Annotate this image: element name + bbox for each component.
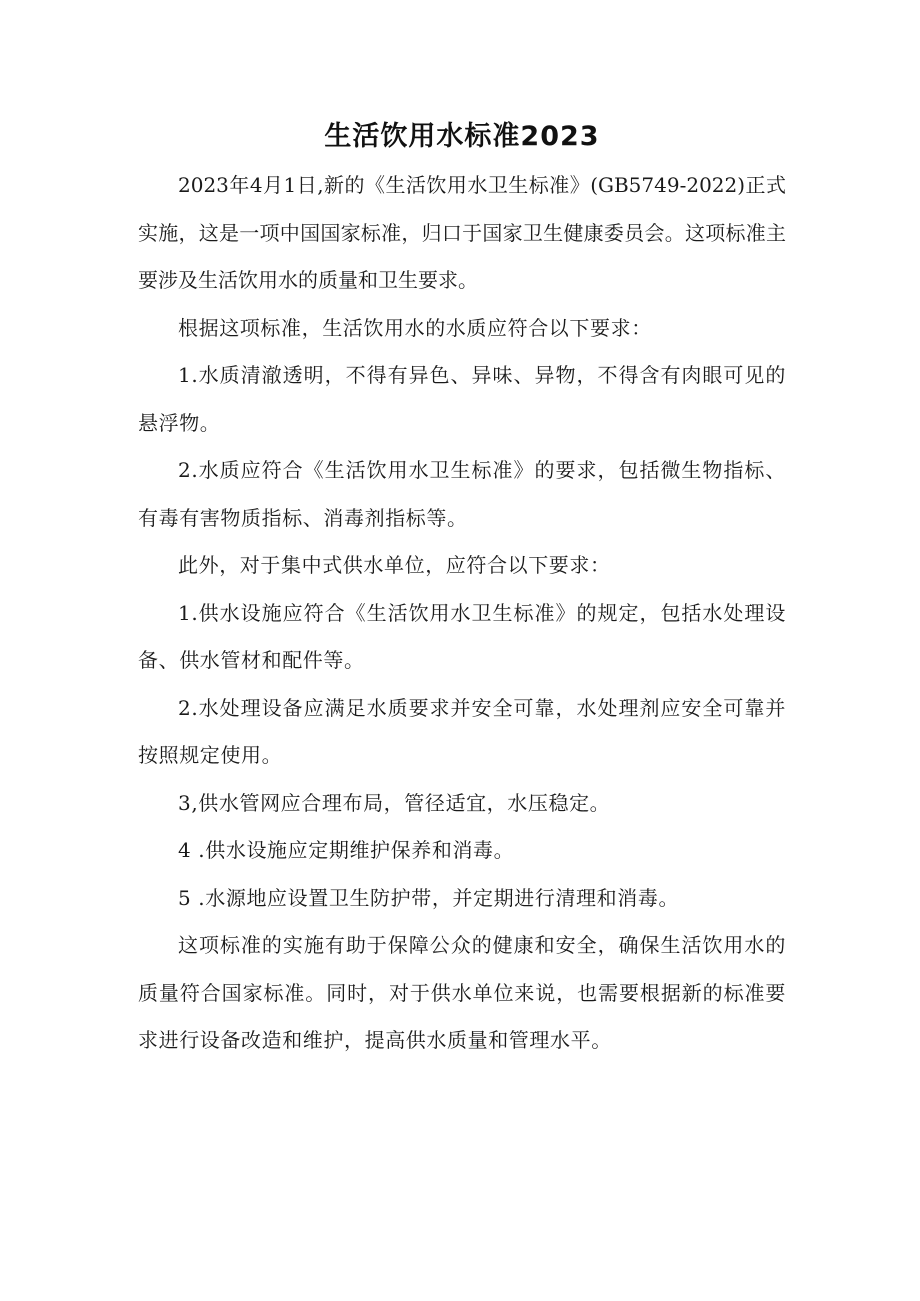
paragraph-conclusion: 这项标准的实施有助于保障公众的健康和安全，确保生活饮用水的质量符合国家标准。同时，对于供水单位来说，也需要根据新的标准要求进行设备改造和维护，提高供水质量和管理水平。 (138, 933, 786, 1052)
document-title: 生活饮用水标准2023 (324, 121, 600, 152)
paragraph-water-quality-1: 1.水质清澈透明，不得有异色、异味、异物，不得含有肉眼可见的悬浮物。 (138, 363, 786, 435)
paragraph-water-quality-2: 2.水质应符合《生活饮用水卫生标准》的要求，包括微生物指标、有毒有害物质指标、消毒剂指标等。 (138, 458, 786, 530)
paragraph-supplier-1: 1.供水设施应符合《生活饮用水卫生标准》的规定，包括水处理设备、供水管材和配件等。 (138, 600, 786, 672)
paragraph-intro: 2023年4月1日,新的《生活饮用水卫生标准》(GB5749-2022)正式实施，这是一项中国国家标准，归口于国家卫生健康委员会。这项标准主要涉及生活饮用水的质量和卫生要求。 (138, 173, 786, 292)
paragraph-supplier-3: 3,供水管网应合理布局，管径适宜，水压稳定。 (178, 790, 611, 815)
paragraph-requirements-intro: 根据这项标准，生活饮用水的水质应符合以下要求： (178, 315, 652, 340)
paragraph-supplier-4: 4 .供水设施应定期维护保养和消毒。 (178, 838, 515, 862)
paragraph-supplier-5: 5 .水源地应设置卫生防护带，并定期进行清理和消毒。 (178, 885, 680, 910)
document-page (138, 112, 786, 1065)
paragraph-supplier-2: 2.水处理设备应满足水质要求并安全可靠，水处理剂应安全可靠并按照规定使用。 (138, 695, 786, 767)
paragraph-supplier-intro: 此外，对于集中式供水单位，应符合以下要求： (178, 553, 611, 577)
